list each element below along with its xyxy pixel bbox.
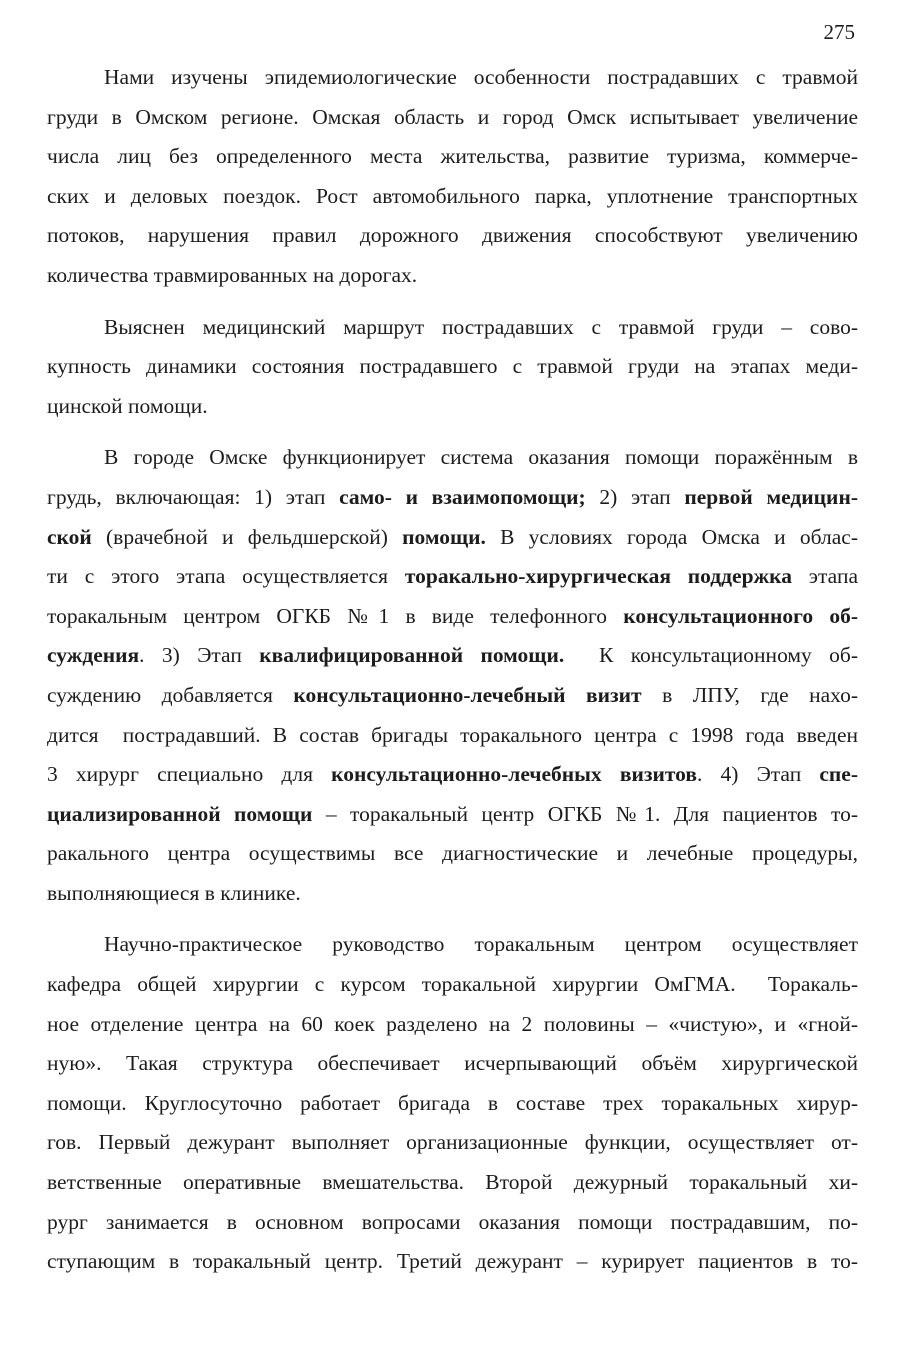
text: торакальным центром ОГКБ №1 в виде телефонного xyxy=(47,603,624,628)
text: гов. Первый дежурант выполняет организационные функции, осуществляет от- xyxy=(47,1130,858,1155)
text: ракального центра осуществимы все диагностические и лечебные процедуры, xyxy=(47,841,858,866)
text: этапа xyxy=(791,564,858,589)
text-line xyxy=(47,256,858,296)
text: – торакальный центр ОГКБ №1. Для пациентов то- xyxy=(312,801,858,826)
page-number: 275 xyxy=(823,20,855,44)
text-line xyxy=(47,716,858,756)
text: потоков, нарушения правил дорожного движения способствуют увеличению xyxy=(47,223,858,248)
text: дится пострадавший. В состав бригады торакального центра с 1998 года введен xyxy=(47,722,858,747)
text-line xyxy=(47,1242,858,1282)
paragraph xyxy=(47,925,858,1281)
bold-text: консультационно-лечебных визитов xyxy=(331,762,697,787)
paragraph xyxy=(47,308,858,427)
text: Выяснен медицинский маршрут пострадавших с травмой груди – сово- xyxy=(104,314,858,339)
text: ступающим в торакальный центр. Третий дежурант – курирует пациентов в то- xyxy=(47,1249,858,1274)
text: . 3) Этап xyxy=(139,643,260,668)
text: ную». Такая структура обеспечивает исчерпывающий объём хирургической xyxy=(47,1051,858,1076)
text: ти с этого этапа осуществляется xyxy=(47,564,405,589)
text: выполняющиеся в клинике. xyxy=(47,880,301,905)
text: В городе Омске функционирует система оказания помощи поражённым в xyxy=(104,445,858,470)
text: цинской помощи. xyxy=(47,393,208,418)
bold-text: спе- xyxy=(819,762,859,787)
text-line xyxy=(47,58,858,98)
text: 3 хирург специально для xyxy=(47,762,332,787)
bold-text: консультационно-лечебный визит xyxy=(293,682,642,707)
text: груди в Омском регионе. Омская область и город Омск испытывает увеличение xyxy=(47,104,858,129)
text-line xyxy=(47,834,858,874)
text-line xyxy=(47,137,858,177)
text-line xyxy=(47,387,858,427)
text-line xyxy=(47,755,858,795)
text-line xyxy=(47,98,858,138)
text: Нами изучены эпидемиологические особенности пострадавших с травмой xyxy=(104,65,858,89)
text: В условиях города Омска и облас- xyxy=(485,524,858,549)
text: кафедра общей хирургии с курсом торакальной хирургии ОмГМА. Торакаль- xyxy=(47,972,858,997)
text-line xyxy=(47,925,858,965)
text: ное отделение центра на 60 коек разделено на 2 половины – «чистую», и «гной- xyxy=(47,1011,858,1036)
text-line xyxy=(47,676,858,716)
body-text xyxy=(47,58,858,1294)
text: суждению добавляется xyxy=(47,682,294,707)
text: ских и деловых поездок. Рост автомобильного парка, уплотнение транспортных xyxy=(47,183,858,208)
text-line xyxy=(47,874,858,914)
text-line xyxy=(47,1044,858,1084)
text: числа лиц без определенного места жительства, развитие туризма, коммерче- xyxy=(47,144,858,169)
text-line xyxy=(47,177,858,217)
text: К консультационному об- xyxy=(564,643,858,668)
text-line xyxy=(47,557,858,597)
bold-text: первой медицин- xyxy=(684,484,858,509)
paragraph xyxy=(47,58,858,296)
text: в ЛПУ, где нахо- xyxy=(641,682,858,707)
bold-text: торакально-хирургическая поддержка xyxy=(404,564,792,589)
text-line xyxy=(47,1005,858,1045)
bold-text: ской xyxy=(47,524,92,549)
text-line xyxy=(47,1084,858,1124)
bold-text: суждения xyxy=(47,643,140,668)
text-line xyxy=(47,1203,858,1243)
text-line xyxy=(47,347,858,387)
text: Научно-практическое руководство торакальным центром осуществляет xyxy=(104,932,858,957)
text-line xyxy=(47,1163,858,1203)
text: 2) этап xyxy=(585,484,685,509)
text: количества травмированных на дорогах. xyxy=(47,262,418,287)
text: рург занимается в основном вопросами оказания помощи пострадавшим, по- xyxy=(47,1209,858,1234)
text-line xyxy=(47,438,858,478)
text-line xyxy=(47,518,858,558)
text: купность динамики состояния пострадавшего с травмой груди на этапах меди- xyxy=(47,354,858,379)
text: (врачебной и фельдшерской) xyxy=(91,524,403,549)
text-line xyxy=(47,965,858,1005)
text-line xyxy=(47,478,858,518)
text-line xyxy=(47,1123,858,1163)
text-line xyxy=(47,216,858,256)
text: помощи. Круглосуточно работает бригада в составе трех торакальных хирур- xyxy=(47,1090,858,1115)
text: . 4) Этап xyxy=(696,762,820,787)
bold-text: само- и взаимопомощи; xyxy=(339,484,586,509)
bold-text: помощи. xyxy=(402,524,486,549)
text-line xyxy=(47,795,858,835)
bold-text: циализированной помощи xyxy=(47,801,313,826)
bold-text: консультационного об- xyxy=(623,603,859,628)
text-line xyxy=(47,308,858,348)
text: ветственные оперативные вмешательства. Второй дежурный торакальный хи- xyxy=(47,1170,858,1195)
text-line xyxy=(47,597,858,637)
text-line xyxy=(47,636,858,676)
paragraph xyxy=(47,438,858,913)
text: грудь, включающая: 1) этап xyxy=(47,484,340,509)
bold-text: квалифицированной помощи. xyxy=(259,643,565,668)
